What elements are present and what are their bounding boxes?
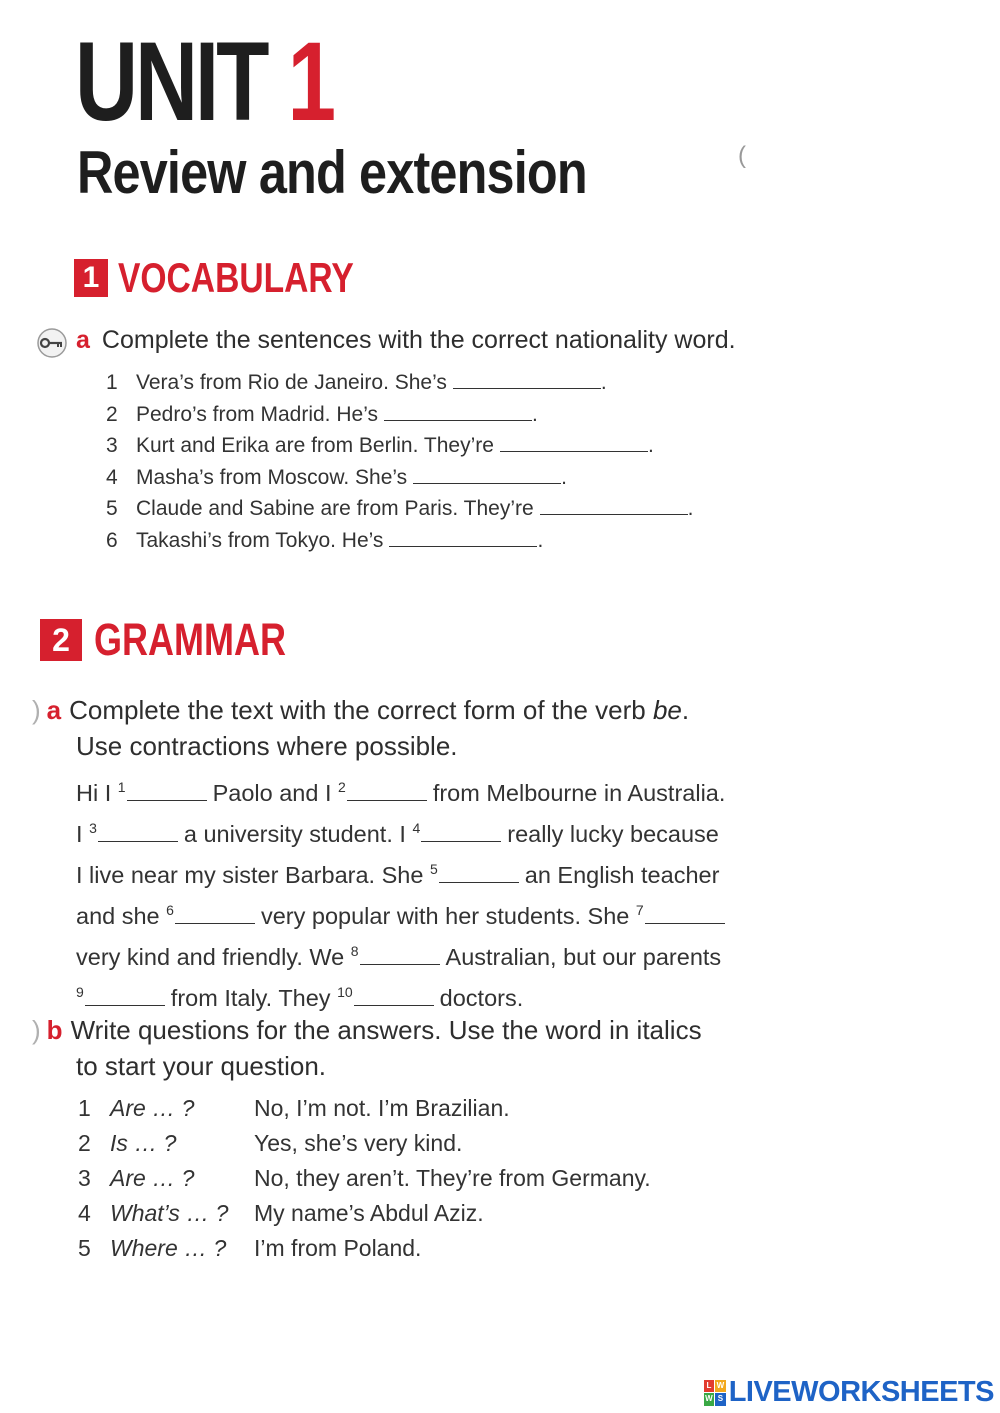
item-number: 4 [78, 1200, 91, 1226]
gap-number: 2 [338, 779, 346, 795]
gap-number: 10 [337, 984, 353, 1000]
gap-number: 5 [429, 861, 438, 877]
edge-mark: ( [738, 142, 746, 169]
grammar-exercise-b-instruction [32, 1012, 792, 1084]
list-item [106, 526, 694, 558]
list-item [78, 1091, 651, 1126]
item-number: 2 [78, 1130, 91, 1156]
text: really lucky because [507, 821, 719, 847]
gap-number: 1 [117, 779, 126, 795]
item-number: 1 [78, 1095, 91, 1121]
question-prompt: Are … ? [110, 1165, 195, 1191]
gap-blank[interactable] [175, 905, 255, 924]
vocabulary-section-title: VOCABULARY [118, 254, 354, 301]
item-punct: . [531, 402, 538, 426]
logo-text: LIVEWORKSHEETS [728, 1376, 994, 1408]
gap-blank[interactable] [645, 905, 725, 924]
answer-text: My name’s Abdul Aziz. [254, 1200, 484, 1226]
answer-text: Yes, she’s very kind. [254, 1130, 463, 1156]
item-punct: . [561, 465, 568, 489]
item-number: 2 [106, 402, 118, 426]
item-punct: . [537, 528, 544, 552]
text: an English teacher [524, 862, 720, 888]
edge-paren: ) [32, 695, 41, 725]
gap-blank[interactable] [127, 782, 207, 801]
vocabulary-exercise-a-instruction [76, 326, 736, 355]
list-item [106, 463, 694, 495]
grammar-heading [40, 614, 334, 666]
instruction-italic: be [652, 695, 682, 725]
list-item [78, 1231, 651, 1266]
badge-letter: W [715, 1380, 726, 1393]
text: from Italy. They [170, 985, 331, 1011]
question-answer-list [78, 1091, 651, 1266]
item-number: 3 [78, 1165, 91, 1191]
item-text: Pedro’s from Madrid. He’s [136, 402, 378, 426]
answer-blank[interactable] [500, 433, 648, 452]
text: Australian, but our parents [445, 944, 722, 970]
question-prompt: Where … ? [110, 1235, 227, 1261]
instruction-text: Complete the sentences with the correct nationality word. [101, 326, 736, 354]
gap-blank[interactable] [85, 987, 165, 1006]
badge-letter: S [715, 1393, 726, 1406]
grammar-section-title: GRAMMAR [94, 614, 286, 665]
item-text: Vera’s from Rio de Janeiro. She’s [136, 371, 447, 394]
exercise-letter: a [76, 326, 90, 354]
list-item [106, 494, 694, 526]
question-prompt: Is … ? [110, 1130, 177, 1156]
answer-text: No, they aren’t. They’re from Germany. [254, 1165, 651, 1191]
item-punct: . [600, 371, 607, 394]
item-punct: . [687, 497, 694, 521]
text: very popular with her students. She [260, 903, 630, 929]
list-item [106, 400, 694, 432]
text: a university student. I [183, 821, 406, 847]
logo-badge-icon [704, 1380, 726, 1406]
instruction-text: Write questions for the answers. Use the word in italics [70, 1015, 702, 1045]
gap-number: 3 [89, 820, 97, 836]
instruction-text: Complete the text with the correct form of the verb [69, 695, 646, 725]
gap-blank[interactable] [98, 823, 178, 842]
list-item [106, 431, 694, 463]
paragraph-line [76, 852, 776, 893]
liveworksheets-logo[interactable] [704, 1376, 994, 1409]
gap-blank[interactable] [421, 823, 501, 842]
gap-blank[interactable] [347, 782, 427, 801]
gap-fill-paragraph [76, 770, 776, 1016]
item-number: 3 [106, 434, 118, 458]
paragraph-line [76, 770, 776, 811]
gap-blank[interactable] [354, 987, 434, 1006]
exercise-letter: a [46, 695, 62, 725]
item-number: 6 [106, 528, 118, 552]
item-text: Takashi’s from Tokyo. He’s [136, 528, 384, 552]
answer-text: I’m from Poland. [254, 1235, 422, 1261]
list-item [106, 368, 694, 400]
answer-text: No, I’m not. I’m Brazilian. [254, 1095, 510, 1121]
item-text: Masha’s from Moscow. She’s [136, 465, 408, 489]
grammar-section-number: 2 [40, 619, 82, 661]
list-item [78, 1126, 651, 1161]
gap-blank[interactable] [439, 864, 519, 883]
paragraph-line [76, 934, 776, 975]
unit-word: UNIT [75, 19, 267, 144]
text: very kind and friendly. We [76, 944, 345, 970]
paragraph-line [76, 975, 776, 1016]
item-number: 4 [106, 465, 118, 489]
gap-blank[interactable] [360, 946, 440, 965]
grammar-exercise-a-instruction [32, 692, 792, 764]
text: I [76, 821, 83, 847]
paragraph-line [76, 893, 776, 934]
item-number: 5 [106, 497, 118, 521]
answer-blank[interactable] [413, 465, 561, 484]
gap-number: 9 [76, 984, 84, 1000]
question-prompt: What’s … ? [110, 1200, 229, 1226]
edge-paren: ) [32, 1015, 41, 1045]
instruction-line-2: Use contractions where possible. [76, 731, 458, 761]
item-number: 5 [78, 1235, 91, 1261]
text: I live near my sister Barbara. She [76, 862, 424, 888]
vocabulary-sentence-list [106, 368, 694, 558]
gap-number: 4 [412, 820, 421, 836]
paragraph-line [76, 811, 776, 852]
list-item [78, 1196, 651, 1231]
text: from Melbourne in Australia. [432, 780, 726, 806]
unit-number: 1 [287, 19, 333, 144]
exercise-letter: b [46, 1015, 63, 1045]
vocabulary-heading [74, 254, 413, 302]
answer-blank[interactable] [453, 370, 601, 389]
text: Paolo and I [212, 780, 332, 806]
text: Hi I [76, 780, 112, 806]
answer-blank[interactable] [389, 528, 537, 547]
list-item [78, 1161, 651, 1196]
item-text: Kurt and Erika are from Berlin. They’re [136, 434, 494, 458]
item-punct: . [647, 434, 654, 458]
answer-key-icon [34, 328, 70, 358]
unit-title [75, 19, 333, 144]
item-text: Claude and Sabine are from Paris. They’re [136, 497, 534, 521]
instruction-line-2: to start your question. [76, 1051, 327, 1081]
answer-blank[interactable] [384, 402, 532, 421]
instruction-end: . [681, 695, 690, 725]
item-number: 1 [106, 371, 118, 394]
text: and she [76, 903, 160, 929]
page-subtitle: Review and extension [77, 139, 587, 206]
badge-letter: L [704, 1380, 715, 1393]
question-prompt: Are … ? [110, 1095, 195, 1121]
answer-blank[interactable] [540, 496, 688, 515]
gap-number: 7 [635, 902, 644, 918]
gap-number: 6 [166, 902, 174, 918]
gap-number: 8 [350, 943, 359, 959]
text: doctors. [439, 985, 524, 1011]
vocabulary-section-number: 1 [74, 259, 108, 297]
badge-letter: W [704, 1393, 715, 1406]
